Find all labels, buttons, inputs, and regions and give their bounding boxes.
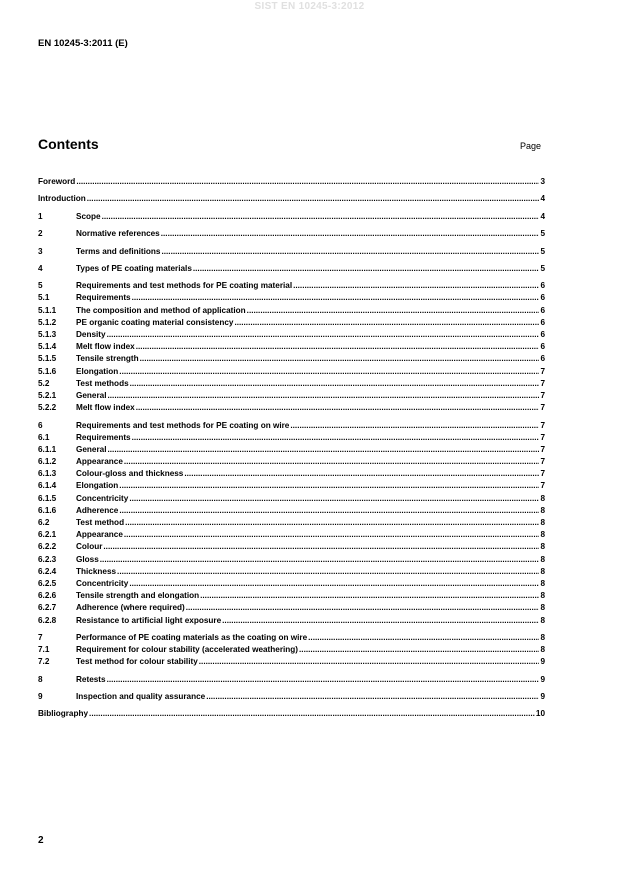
toc-entry-number: 6.2.2	[38, 542, 57, 552]
toc-leader-dots	[206, 691, 539, 703]
toc-leader-dots	[140, 353, 540, 365]
toc-entry-title: Tensile strength	[76, 354, 139, 364]
toc-entry-title: Melt flow index	[76, 403, 135, 413]
toc-entry-title: Test method	[76, 518, 125, 527]
toc-entry-title: Requirement for colour stability (accelerated weathering)	[76, 645, 299, 655]
toc-entry[interactable]	[38, 632, 545, 644]
toc-entry[interactable]	[38, 554, 545, 566]
toc-entry-page: 8	[540, 603, 545, 613]
toc-leader-dots	[125, 517, 539, 529]
toc-entry-number: 7.2	[38, 657, 50, 667]
toc-leader-dots	[124, 456, 540, 468]
toc-entry-number: 5.1.2	[38, 317, 57, 327]
toc-entry[interactable]	[38, 432, 545, 444]
toc-entry-number: 6.1.5	[38, 493, 57, 503]
toc-leader-dots	[107, 329, 540, 341]
toc-entry-number: 5.2.2	[38, 403, 57, 413]
toc-entry-number: 5.2	[38, 378, 50, 388]
toc-entry[interactable]	[38, 246, 545, 258]
toc-entry[interactable]	[38, 378, 545, 390]
toc-entry-page: 7	[540, 457, 545, 467]
toc-entry-page: 8	[540, 505, 545, 515]
toc-entry-page: 4	[540, 194, 545, 204]
toc-entry-number: 6.2.6	[38, 591, 57, 601]
toc-entry-page: 7	[540, 390, 545, 400]
toc-entry-number: 6.1.3	[38, 469, 57, 479]
toc-leader-dots	[76, 176, 539, 188]
toc-leader-dots	[200, 590, 539, 602]
toc-entry-page: 5	[540, 263, 545, 273]
toc-entry[interactable]	[38, 456, 545, 468]
toc-entry-title: Requirements and test methods for PE coating on wire	[76, 420, 290, 430]
toc-entry-page: 8	[540, 493, 545, 503]
toc-entry-number: 5.1	[38, 293, 50, 303]
standard-id: EN 10245-3:2011 (E)	[38, 38, 128, 49]
toc-entry-number: 6.2.7	[38, 603, 57, 613]
toc-leader-dots	[108, 390, 540, 402]
toc-entry-page: 7	[540, 403, 545, 413]
toc-leader-dots	[193, 263, 540, 275]
toc-leader-dots	[184, 468, 539, 480]
toc-entry-number: 5.1.5	[38, 354, 57, 364]
toc-leader-dots	[119, 366, 539, 378]
toc-entry-title: Colour	[76, 542, 103, 552]
toc-entry-page: 7	[540, 481, 545, 491]
toc-entry[interactable]	[38, 193, 545, 205]
toc-leader-dots	[234, 317, 539, 329]
toc-entry-page: 9	[540, 674, 545, 684]
toc-entry-number: 9	[38, 692, 43, 701]
toc-leader-dots	[299, 644, 539, 656]
toc-entry[interactable]	[38, 468, 545, 480]
toc-entry-title: Melt flow index	[76, 342, 135, 352]
toc-leader-dots	[186, 602, 540, 614]
toc-entry-page: 8	[540, 615, 545, 625]
toc-entry[interactable]	[38, 493, 545, 505]
toc-entry[interactable]	[38, 402, 545, 414]
toc-entry-page: 8	[540, 645, 545, 655]
toc-entry[interactable]	[38, 420, 545, 432]
toc-entry-page: 5	[540, 246, 545, 256]
toc-entry-page: 7	[540, 378, 545, 388]
toc-entry-number: 6.2.8	[38, 615, 57, 625]
toc-entry-title: Retests	[76, 674, 106, 684]
toc-entry-page: 8	[540, 578, 545, 588]
toc-leader-dots	[161, 246, 539, 258]
toc-leader-dots	[87, 193, 540, 205]
toc-entry[interactable]	[38, 529, 545, 541]
toc-entry-title: Concentricity	[76, 493, 129, 503]
page-number: 2	[38, 835, 44, 846]
toc-entry[interactable]	[38, 691, 545, 703]
toc-entry-title: Concentricity	[76, 578, 129, 588]
toc-entry-title: Test methods	[76, 378, 129, 388]
toc-entry-page: 6	[540, 281, 545, 291]
toc-leader-dots	[102, 211, 540, 223]
toc-entry-title: Appearance	[76, 457, 123, 467]
toc-leader-dots	[222, 615, 539, 627]
toc-entry[interactable]	[38, 656, 545, 668]
toc-leader-dots	[199, 656, 540, 668]
toc-entry-page: 7	[540, 366, 545, 376]
toc-entry-number: 2	[38, 229, 43, 239]
toc-leader-dots	[136, 341, 540, 353]
toc-entry[interactable]	[38, 578, 545, 590]
toc-entry[interactable]	[38, 317, 545, 329]
toc-entry-title: Adherence	[76, 505, 119, 515]
toc-entry[interactable]	[38, 444, 545, 456]
toc-entry-number: 5.1.3	[38, 330, 57, 339]
toc-entry-title: Scope	[76, 211, 101, 221]
toc-entry[interactable]	[38, 292, 545, 304]
toc-entry-number: 8	[38, 674, 43, 684]
toc-entry-title: Elongation	[76, 481, 119, 491]
toc-entry[interactable]	[38, 263, 545, 275]
toc-entry[interactable]	[38, 353, 545, 365]
toc-entry-title: Elongation	[76, 366, 119, 376]
toc-entry-number: 6.1.2	[38, 457, 57, 467]
toc-entry[interactable]	[38, 644, 545, 656]
toc-entry-page: 8	[540, 530, 545, 540]
toc-leader-dots	[129, 578, 539, 590]
toc-entry[interactable]	[38, 176, 545, 188]
toc-entry-title: Adherence (where required)	[76, 603, 185, 613]
contents-title: Contents	[38, 136, 99, 152]
toc-entry-page: 7	[540, 432, 545, 442]
toc-entry-number: 6.2.4	[38, 566, 57, 576]
toc-entry[interactable]	[38, 329, 545, 341]
toc-entry-title: Appearance	[76, 530, 123, 540]
toc-entry-title: Requirements	[76, 293, 131, 303]
toc-entry[interactable]	[38, 228, 545, 240]
toc-entry-number: 6.1.6	[38, 505, 57, 515]
toc-entry-title: Density	[76, 330, 106, 339]
toc-leader-dots	[130, 378, 540, 390]
toc-entry-number: 7	[38, 632, 43, 642]
toc-entry[interactable]	[38, 590, 545, 602]
toc-leader-dots	[119, 505, 539, 517]
toc-entry-title: Normative references	[76, 229, 160, 239]
toc-entry-page: 6	[540, 305, 545, 315]
toc-entry-title: Requirements and test methods for PE coating material	[76, 281, 293, 291]
toc-entry-title: Bibliography	[38, 709, 89, 719]
toc-entry-title: Requirements	[76, 432, 131, 442]
toc-leader-dots	[119, 480, 539, 492]
toc-entry[interactable]	[38, 305, 545, 317]
toc-entry[interactable]	[38, 390, 545, 402]
toc-entry-page: 6	[540, 317, 545, 327]
toc-leader-dots	[247, 305, 540, 317]
toc-entry-page: 7	[540, 444, 545, 454]
toc-entry-page: 6	[540, 354, 545, 364]
toc-entry-title: Tensile strength and elongation	[76, 591, 200, 601]
toc-leader-dots	[290, 420, 539, 432]
toc-entry-number: 6.1.4	[38, 481, 57, 491]
toc-entry[interactable]	[38, 674, 545, 686]
toc-entry-page: 7	[540, 420, 545, 430]
toc-entry-number: 5.2.1	[38, 390, 57, 400]
toc-entry-page: 8	[540, 542, 545, 552]
toc-entry-title: PE organic coating material consistency	[76, 317, 234, 327]
toc-leader-dots	[107, 674, 540, 686]
toc-entry[interactable]	[38, 615, 545, 627]
toc-leader-dots	[136, 402, 540, 414]
toc-entry[interactable]	[38, 602, 545, 614]
table-of-contents	[38, 176, 545, 721]
toc-entry-page: 8	[540, 566, 545, 576]
toc-entry-number: 6.2.5	[38, 578, 57, 588]
toc-leader-dots	[132, 292, 540, 304]
toc-entry-title: Types of PE coating materials	[76, 263, 192, 273]
toc-entry-number: 3	[38, 246, 43, 256]
toc-entry-number: 6.1.1	[38, 444, 57, 454]
toc-entry-title: Gloss	[76, 554, 99, 564]
toc-entry-title: Introduction	[38, 194, 86, 204]
toc-entry[interactable]	[38, 708, 545, 720]
toc-leader-dots	[89, 708, 535, 720]
toc-entry-title: General	[76, 444, 107, 454]
page-column-label: Page	[520, 141, 542, 151]
toc-entry-number: 1	[38, 211, 43, 221]
toc-entry[interactable]	[38, 366, 545, 378]
toc-entry-number: 5.1.4	[38, 342, 57, 352]
toc-entry-title: General	[76, 390, 107, 400]
toc-entry[interactable]	[38, 517, 545, 529]
toc-entry-number: 6.2	[38, 518, 50, 527]
toc-leader-dots	[124, 529, 540, 541]
toc-entry-number: 6.1	[38, 432, 50, 442]
toc-entry-number: 6.2.3	[38, 554, 57, 564]
toc-entry-page: 9	[540, 692, 545, 701]
toc-leader-dots	[308, 632, 539, 644]
toc-entry-title: The composition and method of application	[76, 305, 246, 315]
toc-entry-page: 6	[540, 330, 545, 339]
toc-entry-title: Performance of PE coating materials as the coating on wire	[76, 632, 308, 642]
toc-entry-page: 8	[540, 632, 545, 642]
toc-leader-dots	[161, 228, 540, 240]
toc-entry-number: 5.1.1	[38, 305, 57, 315]
toc-entry-page: 8	[540, 518, 545, 527]
toc-entry-number: 7.1	[38, 645, 50, 655]
toc-entry-page: 10	[535, 709, 545, 719]
toc-entry-number: 6.2.1	[38, 530, 57, 540]
toc-leader-dots	[132, 432, 540, 444]
toc-leader-dots	[100, 554, 540, 566]
toc-entry-page: 4	[540, 211, 545, 221]
toc-entry-number: 4	[38, 263, 43, 273]
toc-leader-dots	[293, 280, 539, 292]
toc-entry[interactable]	[38, 280, 545, 292]
toc-entry-page: 9	[540, 657, 545, 667]
toc-entry-number: 6	[38, 420, 43, 430]
toc-entry[interactable]	[38, 566, 545, 578]
toc-leader-dots	[117, 566, 539, 578]
toc-entry[interactable]	[38, 505, 545, 517]
toc-leader-dots	[108, 444, 540, 456]
toc-entry-title: Inspection and quality assurance	[76, 692, 206, 701]
toc-entry-page: 6	[540, 342, 545, 352]
toc-leader-dots	[103, 541, 539, 553]
toc-entry-title: Resistance to artificial light exposure	[76, 615, 222, 625]
toc-entry-number: 5.1.6	[38, 366, 57, 376]
toc-entry-number: 5	[38, 281, 43, 291]
toc-entry[interactable]	[38, 211, 545, 223]
toc-entry-title: Terms and definitions	[76, 246, 161, 256]
toc-entry-page: 8	[540, 554, 545, 564]
toc-entry-title: Thickness	[76, 566, 117, 576]
toc-entry-title: Foreword	[38, 177, 76, 186]
toc-entry[interactable]	[38, 541, 545, 553]
toc-entry-page: 7	[540, 469, 545, 479]
toc-entry-page: 6	[540, 293, 545, 303]
toc-entry-page: 5	[540, 229, 545, 239]
toc-entry-page: 3	[540, 177, 545, 186]
toc-entry-title: Test method for colour stability	[76, 657, 198, 667]
toc-entry[interactable]	[38, 341, 545, 353]
toc-entry-page: 8	[540, 591, 545, 601]
toc-entry[interactable]	[38, 480, 545, 492]
watermark: SIST EN 10245-3:2012	[254, 1, 365, 12]
toc-entry-title: Colour-gloss and thickness	[76, 469, 184, 479]
toc-leader-dots	[129, 493, 539, 505]
